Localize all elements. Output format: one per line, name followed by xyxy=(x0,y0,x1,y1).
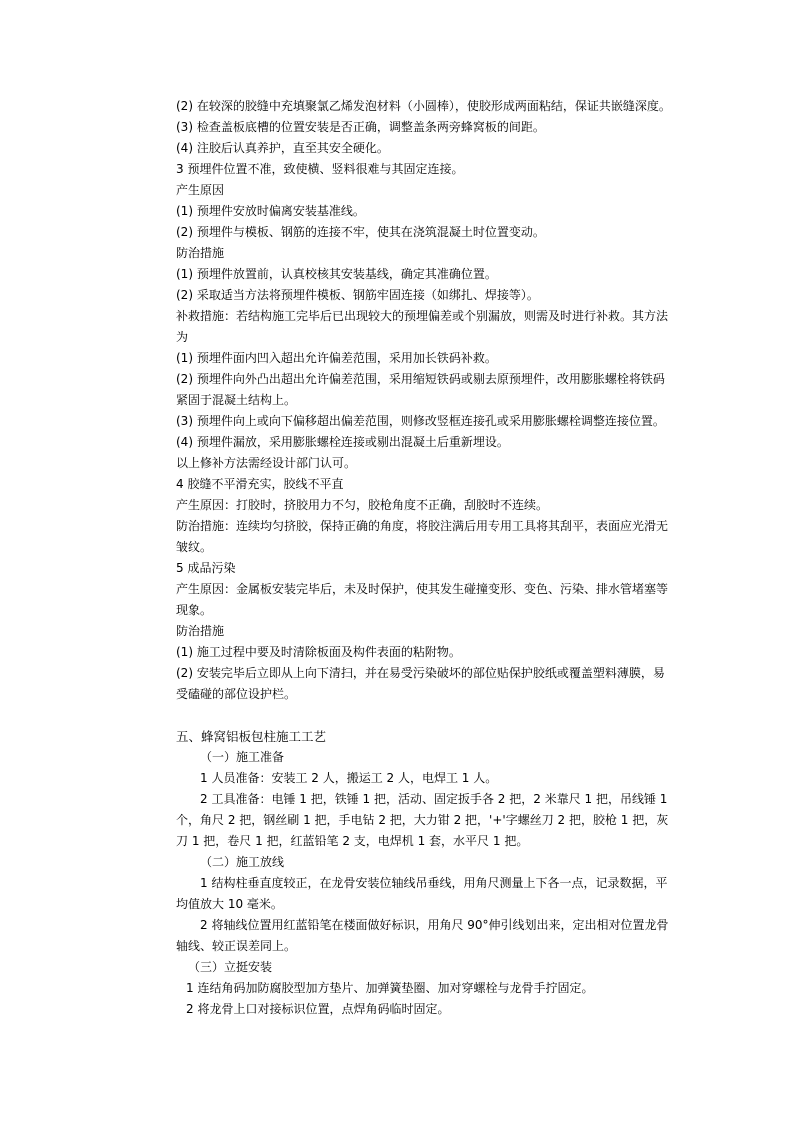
item-heading: 3 预埋件位置不准，致使横、竖料很难与其固定连接。 xyxy=(176,162,464,176)
text-line: 以上修补方法需经设计部门认可。 xyxy=(176,456,357,470)
text-paragraph: 防治措施：连续均匀挤胶，保持正确的角度，将胶注满后用专用工具将其刮平，表面应光滑无皱纹。 xyxy=(176,519,669,554)
text-paragraph: 1 人员准备：安装工 2 人，搬运工 2 人，电焊工 1 人。 xyxy=(200,771,498,785)
text-line: (4) 注胶后认真养护，直至其安全硬化。 xyxy=(176,141,389,155)
text-line: 产生原因 xyxy=(176,183,225,197)
text-line: 2 将龙骨上口对接标识位置，点焊角码临时固定。 xyxy=(186,1002,450,1016)
subsection-title: （三）立挺安装 xyxy=(188,960,273,974)
text-line: (2) 在较深的胶缝中充填聚氯乙烯发泡材料（小圆棒），使胶形成两面粘结，保证共嵌缝深度。 xyxy=(176,99,671,113)
text-line: 防治措施 xyxy=(176,246,225,260)
text-paragraph: (2) 安装完毕后立即从上向下清扫，并在易受污染破坏的部位贴保护胶纸或覆盖塑料薄膜，易受磕碰的部位设护栏。 xyxy=(176,666,665,701)
text-line: (1) 预埋件放置前，认真校核其安装基线，确定其准确位置。 xyxy=(176,267,497,281)
item-heading: 5 成品污染 xyxy=(176,561,236,575)
text-paragraph: (2) 预埋件向外凸出超出允许偏差范围，采用缩短铁码或剔去原预埋件，改用膨胀螺栓将铁码紧固于混凝土结构上。 xyxy=(176,372,665,407)
text-paragraph: 1 结构柱垂直度较正，在龙骨安装位轴线吊垂线，用角尺测量上下各一点，记录数据，平均值放大 10 毫米。 xyxy=(176,876,668,911)
text-line: 1 连结角码加防腐胶型加方垫片、加弹簧垫圈、加对穿螺栓与龙骨手拧固定。 xyxy=(186,981,594,995)
text-line: (3) 检查盖板底槽的位置安装是否正确，调整盖条两旁蜂窝板的间距。 xyxy=(176,120,545,134)
text-line: (2) 采取适当方法将预埋件模板、钢筋牢固连接（如绑扎、焊接等）。 xyxy=(176,288,539,302)
text-paragraph: 产生原因：金属板安装完毕后，未及时保护，使其发生碰撞变形、变色、污染、排水管堵塞等现象。 xyxy=(176,582,669,617)
text-line: (4) 预埋件漏放，采用膨胀螺栓连接或剔出混凝土后重新埋设。 xyxy=(176,435,509,449)
subsection-title: （一）施工准备 xyxy=(200,750,285,764)
subsection-title: （二）施工放线 xyxy=(200,855,285,869)
item-heading: 4 胶缝不平滑充实，胶线不平直 xyxy=(176,477,344,491)
text-line: (1) 预埋件安放时偏离安装基准线。 xyxy=(176,204,365,218)
document-body xyxy=(176,96,676,1020)
text-line: (1) 施工过程中要及时清除板面及构件表面的粘附物。 xyxy=(176,645,461,659)
section-title: 五、蜂窝铝板包柱施工工艺 xyxy=(176,729,327,744)
text-paragraph: 补救措施：若结构施工完毕后已出现较大的预埋偏差或个别漏放，则需及时进行补救。其方法为 xyxy=(176,309,669,344)
paragraph-spacer xyxy=(176,705,676,726)
text-line: 产生原因：打胶时，挤胶用力不匀，胶枪角度不正确，刮胶时不连续。 xyxy=(176,498,549,512)
text-paragraph: 2 将轴线位置用红蓝铅笔在楼面做好标识，用角尺 90°伸引线划出来，定出相对位置龙骨轴线、较正误差同上。 xyxy=(176,918,669,953)
text-line: (3) 预埋件向上或向下偏移超出偏差范围，则修改竖框连接孔或采用膨胀螺栓调整连接位置。 xyxy=(176,414,665,428)
text-line: 防治措施 xyxy=(176,624,225,638)
text-paragraph: 2 工具准备：电锤 1 把，铁锤 1 把，活动、固定扳手各 2 把，2 米靠尺 1 把，吊线锤 1 个，角尺 2 把，钢丝刷 1 把，手电钻 2 把，大力钳 2 把，'+'字螺丝刀 2 把，胶枪 1 把，灰刀 1 把，卷尺 1 把，红蓝铅笔 2 支，电焊机 1 套，水平尺 1 把。 xyxy=(176,792,669,848)
text-line: (1) 预埋件面内凹入超出允许偏差范围，采用加长铁码补救。 xyxy=(176,351,497,365)
text-line: (2) 预埋件与模板、钢筋的连接不牢，使其在浇筑混凝土时位置变动。 xyxy=(176,225,545,239)
